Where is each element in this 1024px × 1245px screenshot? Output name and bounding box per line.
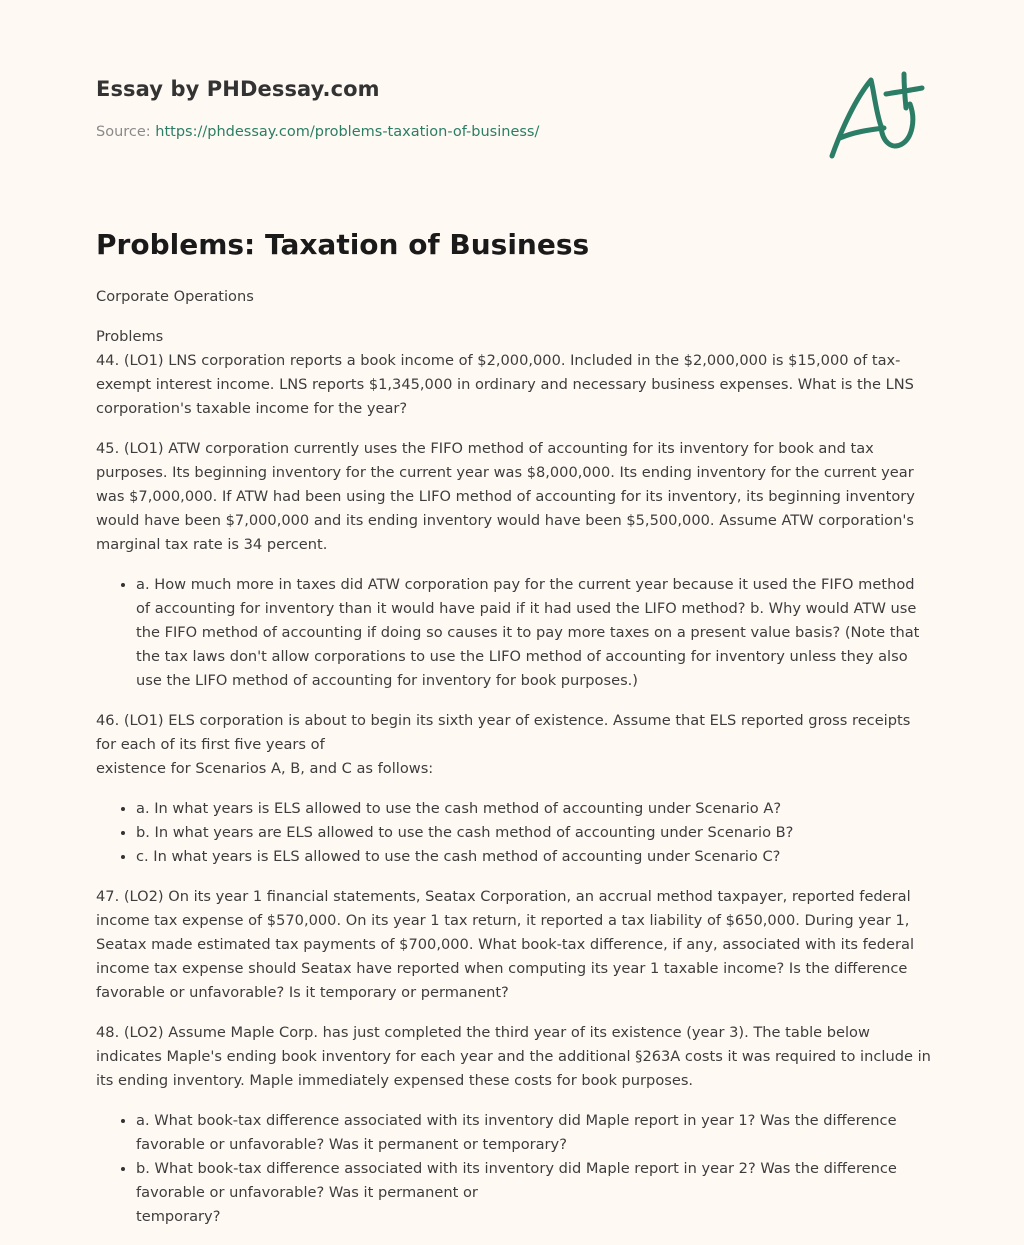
- list-item: • c. In what years is ELS allowed to use the cash method of accounting under Scenario C?: [136, 845, 932, 869]
- problem-text: 46. (LO1) ELS corporation is about to begin its sixth year of existence. Assume that ELS reported gross receipts for each of its first five years of: [96, 712, 911, 753]
- problem-text: existence for Scenarios A, B, and C as follows:: [96, 760, 434, 777]
- section-label: Problems: [96, 328, 164, 345]
- subtitle: Corporate Operations: [96, 288, 254, 305]
- source-label: Source:: [96, 124, 151, 140]
- problem-46: [96, 709, 932, 781]
- list-item: • a. How much more in taxes did ATW corporation pay for the current year because it used the FIFO method of accounting for inventory than it would have paid if it had used the LIFO method? b. Why would ATW use the FIFO method of accounting if doing so causes it to pay more taxes on a present value basis? (Note that the tax laws don't allow corporations to use the LIFO method of accounting for inventory unless they also use the LIFO method of accounting for inventory for book purposes.): [136, 573, 932, 693]
- problem-text: 44. (LO1) LNS corporation reports a book income of $2,000,000. Included in the $2,000,000 is $15,000 of tax-exempt interest income. LNS reports $1,345,000 in ordinary and necessary business expenses. What is the LNS corporation's taxable income for the year?: [96, 352, 914, 417]
- source-line: [96, 124, 539, 140]
- list-item-text: b. What book-tax difference associated with its inventory did Maple report in year 2? Was the difference favorable or unfavorable? Was it permanent or: [136, 1160, 897, 1201]
- problem-48: 48. (LO2) Assume Maple Corp. has just completed the third year of its existence (year 3). The table below indicates Maple's ending book inventory for each year and the additional §263A costs it was required to include in its ending inventory. Maple immediately expensed these costs for book purposes.: [96, 1024, 931, 1089]
- document-title: Problems: Taxation of Business: [96, 228, 590, 261]
- problem-47: 47. (LO2) On its year 1 financial statements, Seatax Corporation, an accrual method taxpayer, reported federal income tax expense of $570,000. On its year 1 tax return, it reported a tax liability of $650,000. During year 1, Seatax made estimated tax payments of $700,000. What book-tax difference, if any, associated with its federal income tax expense should Seatax have reported when computing its year 1 taxable income? Is the difference favorable or unfavorable? Is it temporary or permanent?: [96, 888, 915, 1001]
- list-item: • b. In what years are ELS allowed to use the cash method of accounting under Scenario B?: [136, 821, 932, 845]
- problem-48-list: [96, 1109, 932, 1229]
- list-item: [136, 1157, 932, 1229]
- site-brand: Essay by PHDessay.com: [96, 77, 380, 101]
- list-item: • a. What book-tax difference associated with its inventory did Maple report in year 1? Was the difference favorable or unfavorable? Was it permanent or temporary?: [136, 1109, 932, 1157]
- document-body: [96, 285, 932, 1245]
- problem-45-list: [96, 573, 932, 693]
- list-item: • a. In what years is ELS allowed to use the cash method of accounting under Scenario A?: [136, 797, 932, 821]
- problem-45: 45. (LO1) ATW corporation currently uses the FIFO method of accounting for its inventory for book and tax purposes. Its beginning inventory for the current year was $8,000,000. Its ending inventory for the current year was $7,000,000. If ATW had been using the LIFO method of accounting for its inventory, its beginning inventory would have been $7,000,000 and its ending inventory would have been $5,500,000. Assume ATW corporation's marginal tax rate is 34 percent.: [96, 440, 915, 553]
- problem-44: [96, 325, 932, 421]
- problem-46-list: [96, 797, 932, 869]
- list-item-text: temporary?: [136, 1208, 221, 1225]
- a-plus-grade-icon: [826, 68, 926, 164]
- source-link[interactable]: https://phdessay.com/problems-taxation-of-business/: [155, 124, 540, 140]
